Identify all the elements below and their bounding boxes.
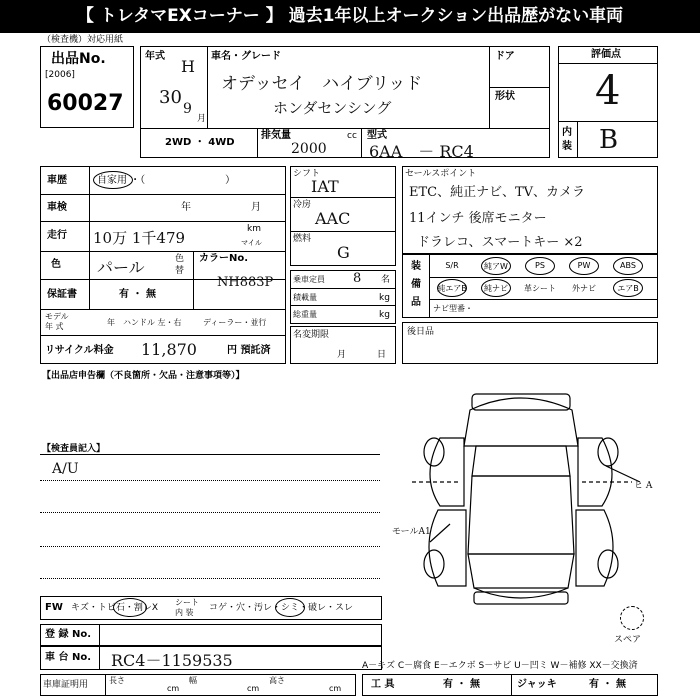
- diagram-note-left: モールA1: [392, 527, 431, 537]
- warranty-label: 保証書: [47, 289, 77, 300]
- score-label: 評価点: [591, 49, 621, 60]
- capacity-unit: 名: [381, 275, 391, 285]
- title-change-label: 名変期限: [293, 330, 330, 340]
- color-value: パール: [97, 258, 145, 277]
- garage-cert-row: [40, 674, 356, 696]
- model-year-month: 9: [183, 101, 192, 117]
- history-options: 自家用 ・（ ）: [97, 175, 236, 186]
- equipment-circle-mark: [613, 257, 643, 275]
- car-name: オデッセイ ハイブリッド: [221, 74, 423, 94]
- tools-row: [362, 674, 658, 696]
- vehicle-detail-box: [40, 166, 286, 364]
- spare-label: スペア: [614, 635, 642, 645]
- shift-label: シフト: [293, 169, 321, 179]
- equipment-label-1: 装: [411, 261, 421, 272]
- history-label: 車歴: [47, 175, 67, 186]
- month-unit: 月: [197, 114, 207, 124]
- sales-points-label: セールスポイント: [405, 169, 477, 179]
- equipment-label-3: 品: [411, 297, 421, 308]
- fw-label: FW: [45, 602, 63, 613]
- sales-points-line1: ETC、純正ナビ、TV、カメラ: [409, 185, 586, 200]
- car-name-label: 車名・グレード: [211, 51, 281, 62]
- mileage-unit2: マイル: [241, 239, 262, 247]
- model-row-dealer: ディーラー・並行: [203, 318, 267, 327]
- equipment-circle-mark: [569, 257, 599, 275]
- registration-row: [40, 624, 382, 646]
- recycle-value: 11,870: [141, 340, 197, 359]
- model-year-value: 30: [159, 87, 182, 108]
- diagram-note-right: ヒ A: [634, 481, 653, 491]
- warranty-options: 有 ・ 無: [119, 289, 156, 300]
- jack-label: ジャッキ: [517, 679, 557, 690]
- inspection-label: 車検: [47, 202, 67, 213]
- displacement-value: 2000: [291, 141, 327, 157]
- equipment-option: PW: [577, 261, 591, 270]
- door-label: ドア: [495, 51, 515, 62]
- inspection-year: 年: [181, 202, 191, 213]
- equipment-circle-mark: [481, 279, 511, 297]
- capacity-value: 8: [353, 271, 362, 286]
- cert-length: 長さ: [109, 676, 125, 685]
- car-damage-diagram: [410, 386, 660, 626]
- lot-label: 出品No.: [51, 51, 106, 67]
- aircon-value: AAC: [315, 209, 351, 228]
- form-header: （検査機）対応用紙: [42, 35, 124, 45]
- mileage-unit: km: [247, 224, 261, 234]
- cert-width-unit: cm: [247, 684, 260, 693]
- capacity-box: [290, 270, 396, 324]
- equipment-option: 純エアB: [437, 284, 467, 293]
- inspection-month: 月: [251, 202, 261, 213]
- sales-points-line2: 11インチ 後席モニター: [409, 211, 547, 226]
- spare-tire-icon: [620, 606, 644, 630]
- score-box: [558, 46, 658, 158]
- fw-circle-mark: [113, 598, 147, 617]
- equipment-option: ABS: [620, 261, 636, 270]
- damage-legend: A－キズ C－腐食 E－エクボ S－サビ U－凹ミ W－補修 XX－交換済: [362, 661, 638, 671]
- equipment-option: 外ナビ: [572, 284, 596, 293]
- fw-text-2: コゲ・穴・汚レ・シミ・破レ・スレ: [209, 603, 354, 613]
- color-label: 色: [51, 259, 61, 270]
- equipment-label-2: 備: [411, 279, 421, 290]
- displacement-unit: cc: [347, 131, 357, 141]
- inspector-note: A/U: [52, 461, 79, 477]
- equipment-option: 革シート: [524, 284, 556, 293]
- title-change-box: [290, 326, 396, 364]
- cert-height: 高さ: [269, 676, 285, 685]
- chassis-label: 車 台 No.: [45, 652, 92, 663]
- equipment-option: 純ナビ: [484, 284, 508, 293]
- history-circle-mark: [93, 171, 133, 189]
- recycle-label: リサイクル料金: [45, 345, 114, 356]
- gross-label: 総重量: [293, 310, 317, 319]
- equipment-circle-mark: [525, 257, 555, 275]
- cert-label: 車庫証明用: [43, 680, 89, 690]
- cert-height-unit: cm: [329, 684, 342, 693]
- cert-length-unit: cm: [167, 684, 180, 693]
- mileage-label: 走行: [47, 230, 67, 241]
- tools-options: 有 ・ 無: [443, 679, 480, 690]
- color-code-value: NH883P: [217, 275, 274, 290]
- equipment-circle-mark: [481, 257, 511, 275]
- model-year-label: 年式: [145, 51, 165, 62]
- tools-label: 工 具: [371, 679, 395, 690]
- fw-text: キズ・トビ石・割レX: [71, 603, 158, 613]
- registration-label: 登 録 No.: [45, 629, 92, 640]
- fuel-label: 燃料: [293, 234, 312, 244]
- model-row-label-2: 年 式: [45, 322, 64, 331]
- load-unit: kg: [379, 293, 390, 303]
- declaration-label: 【出品店申告欄（不良箇所・欠品・注意事項等）】: [42, 371, 245, 381]
- recycle-unit: 円 預託済: [227, 345, 271, 356]
- equipment-circle-mark: [613, 279, 643, 297]
- model-type-label: 型式: [367, 130, 387, 141]
- score-value: 4: [595, 68, 621, 114]
- mech-box: [290, 166, 396, 266]
- mileage-value: 10万 1千479: [93, 229, 186, 247]
- equipment-option: 純アW: [484, 262, 508, 271]
- seat-label-1: シート: [175, 598, 199, 607]
- banner-title: 【 トレタマEXコーナー 】 過去1年以上オークション出品歴がない車両: [0, 0, 700, 33]
- model-row-year: 年: [107, 318, 115, 327]
- equipment-circle-mark: [437, 279, 467, 297]
- title-change-month: 月: [337, 350, 347, 360]
- drive-options: 2WD ・ 4WD: [165, 137, 235, 148]
- car-grade: ホンダセンシング: [273, 99, 392, 117]
- seat-label-2: 内 装: [175, 608, 194, 617]
- jack-options: 有 ・ 無: [589, 679, 626, 690]
- load-label: 積載量: [293, 293, 317, 302]
- model-row-label-1: モデル: [45, 312, 69, 321]
- gross-unit: kg: [379, 310, 390, 320]
- interior-value: B: [599, 125, 619, 155]
- lot-number: 60027: [47, 91, 124, 116]
- equipment-option: S/R: [445, 261, 459, 270]
- interior-label-2: 装: [562, 141, 572, 152]
- equipment-box: [402, 254, 658, 318]
- lot-box: [40, 46, 134, 128]
- capacity-label: 乗車定員: [293, 275, 325, 284]
- remarks-label: 後日品: [407, 327, 435, 337]
- lot-year-tag: [2006]: [45, 70, 75, 80]
- remarks-box: [402, 322, 658, 364]
- interior-label-1: 内: [562, 127, 572, 138]
- model-year-era: H: [181, 57, 195, 76]
- inspector-label: 【検査員記入】: [42, 444, 106, 454]
- title-change-day: 日: [377, 350, 387, 360]
- spec-row: [140, 128, 550, 161]
- displacement-label: 排気量: [261, 130, 291, 141]
- cert-width: 幅: [189, 676, 197, 685]
- color-code-label: カラーNo.: [199, 253, 249, 264]
- navi-model-label: ナビ型番・: [433, 304, 473, 313]
- model-row-handle: ハンドル 左・右: [123, 318, 182, 327]
- sales-points-line3: ドラレコ、スマートキー ×2: [417, 235, 583, 250]
- color-change-label-2: 替: [175, 266, 185, 276]
- shift-value: IAT: [311, 177, 339, 196]
- equipment-option: エアB: [617, 284, 639, 293]
- vehicle-box: [140, 46, 550, 129]
- aircon-label: 冷房: [293, 200, 312, 210]
- color-change-label-1: 色: [175, 254, 185, 264]
- chassis-row: [40, 646, 382, 670]
- sales-points-box: [402, 166, 658, 254]
- model-type-value: 6AA － RC4: [369, 142, 474, 161]
- chassis-value: RC4－1159535: [111, 651, 233, 670]
- equipment-option: PS: [535, 261, 545, 270]
- fw-row: [40, 596, 382, 620]
- fw-circle-mark-2: [275, 598, 305, 617]
- form-label: 形状: [495, 91, 515, 102]
- fuel-value: G: [337, 243, 350, 262]
